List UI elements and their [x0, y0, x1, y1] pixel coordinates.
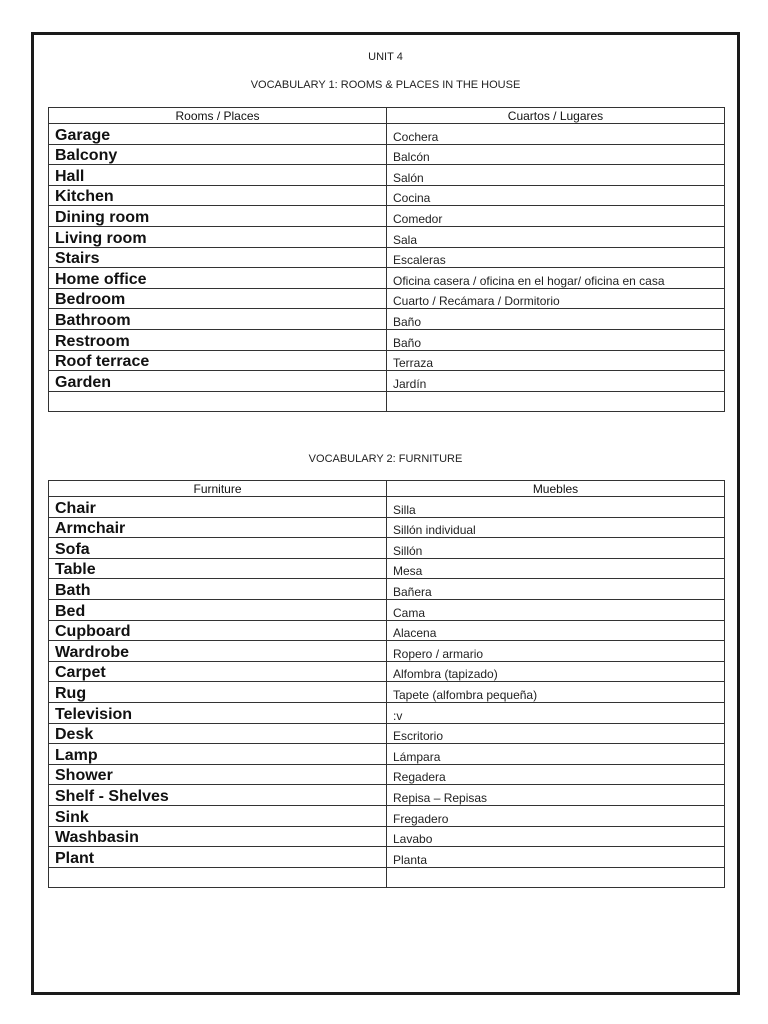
spanish-term: Ropero / armario [387, 641, 725, 662]
english-term: Plant [49, 847, 387, 868]
spanish-term: Lavabo [387, 826, 725, 847]
english-term: Cupboard [49, 620, 387, 641]
table-row [49, 661, 725, 682]
table-row [49, 165, 725, 186]
table-row [49, 744, 725, 765]
table-row [49, 558, 725, 579]
english-term: Hall [49, 165, 387, 186]
spanish-term: Balcón [387, 144, 725, 165]
table-row [49, 144, 725, 165]
spanish-term: Repisa – Repisas [387, 785, 725, 806]
english-term: Wardrobe [49, 641, 387, 662]
spanish-term: Cama [387, 599, 725, 620]
spanish-term: Oficina casera / oficina en el hogar/ oficina en casa [387, 268, 725, 289]
english-term: Roof terrace [49, 350, 387, 371]
table-header-row [49, 108, 725, 124]
furniture-table [48, 480, 725, 888]
spanish-term: Alfombra (tapizado) [387, 661, 725, 682]
spanish-term: Jardín [387, 371, 725, 392]
spanish-term: Cochera [387, 124, 725, 145]
english-term: Restroom [49, 329, 387, 350]
english-term: Home office [49, 268, 387, 289]
spanish-term: Baño [387, 329, 725, 350]
table-row [49, 350, 725, 371]
english-term: Lamp [49, 744, 387, 765]
spanish-term: Terraza [387, 350, 725, 371]
column-header-spanish: Cuartos / Lugares [387, 108, 725, 124]
english-term: Stairs [49, 247, 387, 268]
table-row [49, 764, 725, 785]
table-row [49, 497, 725, 518]
table-row [49, 579, 725, 600]
english-term: Chair [49, 497, 387, 518]
table-row [49, 702, 725, 723]
spanish-term: Escritorio [387, 723, 725, 744]
english-term: Garden [49, 371, 387, 392]
spanish-term: Planta [387, 847, 725, 868]
spanish-term: Escaleras [387, 247, 725, 268]
table-row [49, 329, 725, 350]
column-header-english: Furniture [49, 481, 387, 497]
spanish-term: Lámpara [387, 744, 725, 765]
english-term: Bed [49, 599, 387, 620]
spanish-term [387, 391, 725, 412]
rooms-table [48, 107, 725, 412]
table-row [49, 247, 725, 268]
table-row [49, 391, 725, 412]
vocab2-title: VOCABULARY 2: FURNITURE [308, 453, 463, 465]
english-term: Bedroom [49, 288, 387, 309]
unit-title: UNIT 4 [368, 51, 403, 63]
spanish-term: Baño [387, 309, 725, 330]
english-term: Shower [49, 764, 387, 785]
english-term: Balcony [49, 144, 387, 165]
table-row [49, 371, 725, 392]
table-row [49, 226, 725, 247]
table-row [49, 847, 725, 868]
spanish-term: Mesa [387, 558, 725, 579]
table-row [49, 867, 725, 888]
vocab1-title: VOCABULARY 1: ROOMS & PLACES IN THE HOUSE [250, 79, 521, 91]
spanish-term: Cuarto / Recámara / Dormitorio [387, 288, 725, 309]
english-term: Kitchen [49, 185, 387, 206]
table-row [49, 723, 725, 744]
spanish-term: :v [387, 702, 725, 723]
english-term [49, 867, 387, 888]
table-row [49, 309, 725, 330]
english-term: Carpet [49, 661, 387, 682]
english-term: Dining room [49, 206, 387, 227]
english-term: Bath [49, 579, 387, 600]
spanish-term: Silla [387, 497, 725, 518]
table-row [49, 620, 725, 641]
table-row [49, 185, 725, 206]
spanish-term: Sillón [387, 538, 725, 559]
spanish-term: Salón [387, 165, 725, 186]
table-row [49, 682, 725, 703]
column-header-english: Rooms / Places [49, 108, 387, 124]
english-term: Sink [49, 805, 387, 826]
table-row [49, 124, 725, 145]
table-row [49, 268, 725, 289]
spanish-term: Alacena [387, 620, 725, 641]
table-row [49, 805, 725, 826]
table-header-row [49, 481, 725, 497]
english-term: Rug [49, 682, 387, 703]
english-term: Armchair [49, 517, 387, 538]
table-row [49, 785, 725, 806]
table-row [49, 826, 725, 847]
english-term: Table [49, 558, 387, 579]
spanish-term: Sala [387, 226, 725, 247]
table-row [49, 538, 725, 559]
document-page [31, 32, 740, 995]
spanish-term [387, 867, 725, 888]
table-row [49, 641, 725, 662]
english-term: Shelf - Shelves [49, 785, 387, 806]
english-term: Desk [49, 723, 387, 744]
spanish-term: Sillón individual [387, 517, 725, 538]
spanish-term: Regadera [387, 764, 725, 785]
english-term: Television [49, 702, 387, 723]
english-term: Sofa [49, 538, 387, 559]
english-term: Garage [49, 124, 387, 145]
spanish-term: Comedor [387, 206, 725, 227]
table-row [49, 288, 725, 309]
english-term [49, 391, 387, 412]
spanish-term: Fregadero [387, 805, 725, 826]
english-term: Bathroom [49, 309, 387, 330]
spanish-term: Tapete (alfombra pequeña) [387, 682, 725, 703]
column-header-spanish: Muebles [387, 481, 725, 497]
table-row [49, 517, 725, 538]
english-term: Living room [49, 226, 387, 247]
spanish-term: Cocina [387, 185, 725, 206]
english-term: Washbasin [49, 826, 387, 847]
spanish-term: Bañera [387, 579, 725, 600]
table-row [49, 206, 725, 227]
table-row [49, 599, 725, 620]
